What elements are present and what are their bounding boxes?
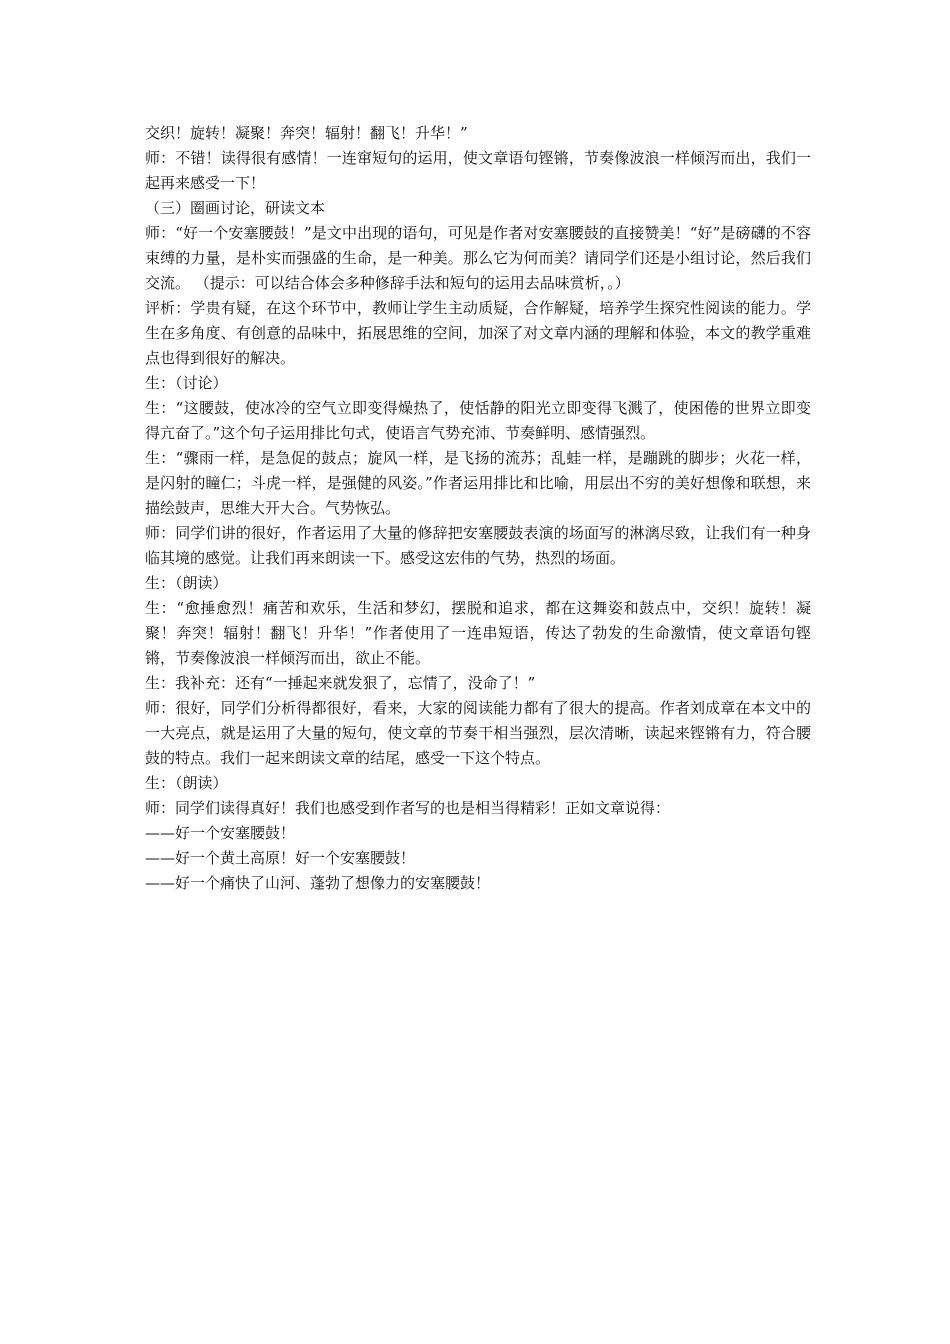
paragraph: 生：“骤雨一样，是急促的鼓点；旋风一样，是飞扬的流苏；乱蛙一样，是蹦跳的脚步；火花一样，是闪射的瞳仁；斗虎一样，是强健的风姿。”作者运用排比和比喻，用层出不穷的美好想像和联想，来描绘鼓声，思维大开大合。气势恢弘。 xyxy=(145,449,811,517)
quote-line: ——好一个安塞腰鼓！ xyxy=(145,824,296,842)
document-body xyxy=(145,121,811,896)
paragraph: 生：“愈捶愈烈！痛苦和欢乐，生活和梦幻，摆脱和追求，都在这舞姿和鼓点中，交织！旋转！凝聚！奔突！辐射！翻飞！升华！”作者使用了一连串短语，传达了勃发的生命激情，使文章语句铿锵，节奏像波浪一样倾泻而出，欲止不能。 xyxy=(145,599,811,667)
paragraph: 生：（讨论） xyxy=(145,374,228,392)
paragraph: 生：（朗读） xyxy=(145,774,228,792)
paragraph: 生：“这腰鼓，使冰冷的空气立即变得燥热了，使恬静的阳光立即变得飞溅了，使困倦的世界立即变得亢奋了。”这个句子运用排比句式，使语言气势充沛、节奏鲜明、感情强烈。 xyxy=(145,399,811,442)
paragraph: 生：我补充：还有“一捶起来就发狠了，忘情了，没命了！” xyxy=(145,674,536,692)
paragraph: 师：同学们讲的很好，作者运用了大量的修辞把安塞腰鼓表演的场面写的淋漓尽致，让我们有一种身临其境的感觉。让我们再来朗读一下。感受这宏伟的气势，热烈的场面。 xyxy=(145,524,811,567)
section-heading: （三）圈画讨论，研读文本 xyxy=(145,199,326,217)
paragraph: 交织！旋转！凝聚！奔突！辐射！翻飞！升华！” xyxy=(145,124,468,142)
paragraph: 评析：学贵有疑，在这个环节中，教师让学生主动质疑，合作解疑，培养学生探究性阅读的能力。学生在多角度、有创意的品味中，拓展思维的空间，加深了对文章内涵的理解和体验，本文的教学重难点也得到很好的解决。 xyxy=(145,299,811,367)
paragraph: 师：“好一个安塞腰鼓！”是文中出现的语句，可见是作者对安塞腰鼓的直接赞美！“好”是磅礴的不容束缚的力量，是朴实而强盛的生命，是一种美。那么它为何而美？请同学们还是小组讨论，然后我们交流。 （提示：可以结合体会多种修辞手法和短句的运用去品味赏析，。） xyxy=(145,224,811,292)
paragraph: 师：很好，同学们分析得都很好，看来，大家的阅读能力都有了很大的提高。作者刘成章在本文中的一大亮点，就是运用了大量的短句，使文章的节奏干相当强烈，层次清晰，读起来铿锵有力，符合腰鼓的特点。我们一起来朗读文章的结尾，感受一下这个特点。 xyxy=(145,699,811,767)
quote-line: ——好一个黄土高原！好一个安塞腰鼓！ xyxy=(145,849,416,867)
paragraph: 师：同学们读得真好！我们也感受到作者写的也是相当得精彩！正如文章说得： xyxy=(145,799,671,817)
paragraph: 生：（朗读） xyxy=(145,574,228,592)
paragraph: 师：不错！读得很有感情！一连窜短句的运用，使文章语句铿锵，节奏像波浪一样倾泻而出，我们一起再来感受一下！ xyxy=(145,149,811,192)
quote-line: ——好一个痛快了山河、蓬勃了想像力的安塞腰鼓！ xyxy=(145,874,491,892)
